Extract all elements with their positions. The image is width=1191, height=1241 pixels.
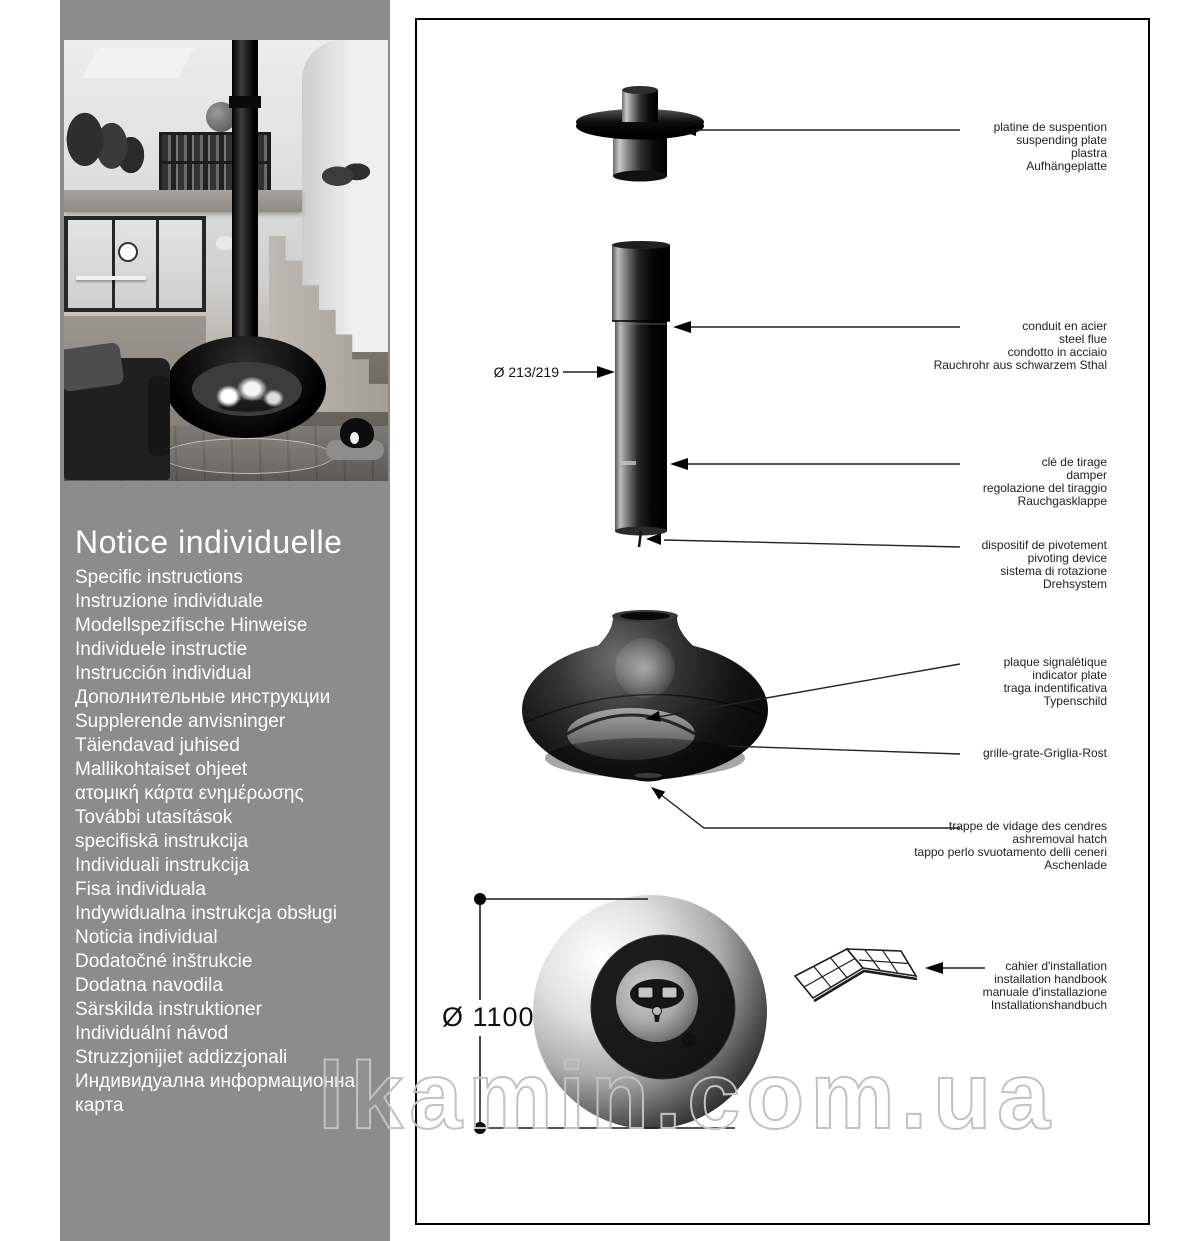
- language-item: Fisa individuala: [75, 879, 206, 900]
- photo-cat: [340, 418, 374, 448]
- suspending-plate-drawing: [576, 86, 704, 182]
- label-line: Installationshandbuch: [990, 998, 1107, 1012]
- label-line: suspending plate: [1016, 133, 1107, 147]
- leader-steel-flue: [673, 321, 960, 333]
- language-item: Instruzione individuale: [75, 591, 264, 612]
- label-line: damper: [1066, 468, 1107, 482]
- label-line: Aufhängeplatte: [1026, 159, 1107, 173]
- photo-flue-pipe: [232, 40, 258, 342]
- label-line: Aschenlade: [1044, 858, 1107, 872]
- label-grate: [983, 747, 1107, 760]
- language-item: Mallikohtaiset ohjeet: [75, 759, 248, 780]
- label-line: trappe de vidage des cendres: [948, 819, 1107, 833]
- label-line: conduit en acier: [1022, 319, 1107, 333]
- language-item: Noticia individual: [75, 927, 218, 948]
- language-item: specifiskā instrukcija: [75, 831, 249, 852]
- label-line: grille-grate-Griglia-Rost: [982, 746, 1107, 760]
- language-item: Individuele instructie: [75, 639, 248, 660]
- language-item: Индивидуална информационна карта: [75, 1071, 356, 1116]
- label-handbook: [983, 960, 1107, 1012]
- leader-damper: [670, 458, 960, 470]
- language-item: Individuální návod: [75, 1023, 229, 1044]
- photo-firebox: [192, 362, 302, 416]
- photo-glass-floorplate: [162, 438, 334, 474]
- label-line: dispositif de pivotement: [981, 538, 1107, 552]
- base-diameter-label: Ø 1100: [442, 1002, 535, 1032]
- window-mullion: [112, 220, 115, 308]
- label-line: manuale d'installazione: [982, 985, 1107, 999]
- label-line: Rauchrohr aus schwarzem Sthal: [933, 358, 1107, 372]
- leader-grate: [728, 746, 960, 754]
- label-line: indicator plate: [1032, 668, 1107, 682]
- photo-skylight: [82, 48, 194, 78]
- language-item: Specific instructions: [75, 567, 243, 588]
- language-item: Struzzjonijiet addizzjonali: [75, 1047, 288, 1068]
- photo-plant-left: [64, 98, 152, 190]
- leader-pivoting-device: [646, 533, 960, 547]
- label-line: Drehsystem: [1042, 577, 1107, 591]
- leader-suspending-plate: [678, 124, 960, 136]
- label-line: pivoting device: [1027, 551, 1107, 565]
- label-line: cahier d'installation: [1005, 959, 1107, 973]
- label-line: Typenschild: [1043, 694, 1107, 708]
- photo-plant-right: [312, 152, 376, 196]
- label-line: condotto in acciaio: [1007, 345, 1107, 359]
- language-item: ατομική κάρτα ενημέρωσης: [75, 783, 304, 804]
- exploded-diagram: [417, 20, 1148, 1223]
- label-ash-hatch: [914, 820, 1107, 872]
- language-item: Täiendavad juhised: [75, 735, 240, 756]
- language-item: Individuali instrukcija: [75, 855, 250, 876]
- label-line: traga indentificativa: [1003, 681, 1107, 695]
- label-line: regolazione del tiraggio: [982, 481, 1107, 495]
- label-suspending-plate: [994, 121, 1107, 173]
- language-item: Дополнительные инструкции: [75, 687, 331, 708]
- photo-flue-collar: [229, 96, 261, 108]
- photo-clock: [118, 242, 138, 262]
- label-line: Rauchgasklappe: [1017, 494, 1107, 508]
- label-line: clé de tirage: [1041, 455, 1107, 469]
- photo-sofa: [64, 358, 170, 480]
- window-mullion: [156, 220, 159, 308]
- photo-flames: [196, 366, 298, 412]
- photo-kitchen-window: [64, 216, 206, 312]
- flue-drawing: [612, 241, 670, 547]
- photo-kitchen-shelf: [76, 276, 146, 280]
- photo-mezzanine-floor: [64, 190, 302, 212]
- language-list: [75, 566, 387, 1118]
- label-pivoting-device: [982, 539, 1107, 591]
- page-title: Notice individuelle: [75, 524, 343, 560]
- label-line: steel flue: [1058, 332, 1107, 346]
- language-item: Supplerende anvisninger: [75, 711, 286, 732]
- language-item: Modellspezifische Hinweise: [75, 615, 308, 636]
- label-damper: [983, 456, 1107, 508]
- language-item: Särskilda instruktioner: [75, 999, 262, 1020]
- leader-flue-diameter: [563, 366, 615, 378]
- fireplace-body-drawing: [522, 610, 768, 782]
- fireplace-photo: [64, 40, 388, 481]
- language-item: Dodatočné inštrukcie: [75, 951, 253, 972]
- label-line: ashremoval hatch: [1012, 832, 1107, 846]
- language-item: Dodatna navodila: [75, 975, 223, 996]
- language-item: Indywidualna instrukcja obsługi: [75, 903, 337, 924]
- language-item: További utasítások: [75, 807, 233, 828]
- base-view-drawing: [533, 895, 767, 1129]
- label-indicator-plate: [1004, 656, 1107, 708]
- label-line: plastra: [1070, 146, 1107, 160]
- label-line: installation handbook: [994, 972, 1107, 986]
- label-steel-flue: [934, 320, 1107, 372]
- diagram-frame: [415, 18, 1150, 1225]
- flue-diameter-label: Ø 213/219: [493, 364, 559, 380]
- handbook-icon: [795, 949, 917, 1001]
- photo-suspended-fireplace: [166, 336, 326, 438]
- label-line: plaque signalétique: [1003, 655, 1107, 669]
- language-item: Instrucción individual: [75, 663, 252, 684]
- label-line: tappo perlo svuotamento delli ceneri: [914, 845, 1107, 859]
- sidebar: [60, 0, 390, 1241]
- leader-handbook: [925, 962, 985, 974]
- label-line: sistema di rotazione: [1000, 564, 1107, 578]
- label-line: platine de suspention: [993, 120, 1107, 134]
